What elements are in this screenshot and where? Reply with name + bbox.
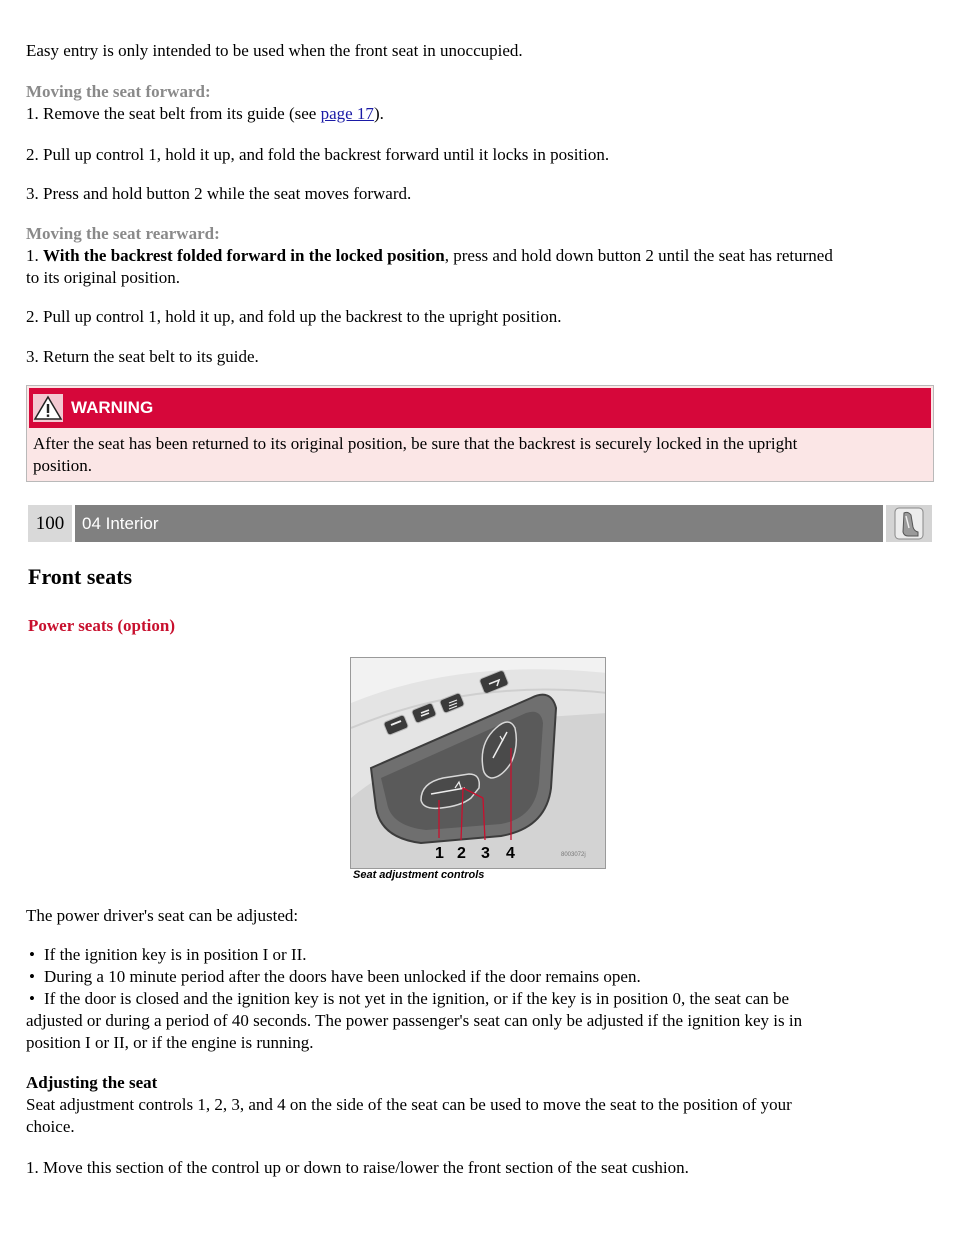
warning-box	[26, 385, 934, 482]
forward-step-2: 2. Pull up control 1, hold it up, and fold the backrest forward until it locks in position.	[26, 145, 610, 164]
figure-code: 8003072j	[561, 852, 586, 858]
adjust-line-1: Seat adjustment controls 1, 2, 3, and 4 on the side of the seat can be used to move the seat to the position of your	[26, 1095, 792, 1114]
list-item: • During a 10 minute period after the doors have been unlocked if the door remains open.	[26, 966, 926, 988]
forward-step-3: 3. Press and hold button 2 while the seat moves forward.	[26, 184, 412, 203]
figure-caption: Seat adjustment controls	[353, 869, 485, 881]
rearward-step-1-bold: With the backrest folded forward in the locked position	[43, 246, 445, 265]
warning-title: WARNING	[71, 398, 154, 417]
bullet-3-line-3: position I or II, or if the engine is running.	[26, 1033, 314, 1052]
forward-step-1	[26, 103, 384, 125]
forward-heading: Moving the seat forward:	[26, 82, 211, 101]
warning-line-2: position.	[33, 456, 93, 475]
bullet-3-line-2: adjusted or during a period of 40 seconds. The power passenger's seat can only be adjusted if the ignition key is in	[26, 1011, 803, 1030]
figure-label-3: 3	[481, 845, 490, 862]
rearward-step-1-num: 1.	[26, 246, 43, 265]
page-number: 100	[28, 505, 72, 542]
conditions-list	[26, 944, 926, 1010]
adjust-step-1: 1. Move this section of the control up or down to raise/lower the front section of the seat cushion.	[26, 1158, 689, 1177]
page-17-link[interactable]: page 17	[320, 104, 374, 123]
section-title: Front seats	[28, 564, 133, 589]
adjust-line-2: choice.	[26, 1117, 75, 1136]
body-intro: The power driver's seat can be adjusted:	[26, 906, 299, 925]
warning-text	[33, 433, 923, 477]
forward-step-1-end: ).	[373, 104, 384, 123]
rearward-heading: Moving the seat rearward:	[26, 224, 220, 243]
warning-triangle-icon	[33, 394, 63, 422]
seat-controls-figure	[350, 657, 606, 869]
figure-label-4: 4	[506, 845, 515, 862]
forward-step-1-text: 1. Remove the seat belt from its guide (see	[26, 104, 321, 123]
rearward-step-1	[26, 245, 936, 267]
seat-icon	[886, 505, 932, 542]
rearward-step-3: 3. Return the seat belt to its guide.	[26, 347, 259, 366]
figure-label-1: 1	[435, 845, 444, 862]
list-item: • If the door is closed and the ignition key is not yet in the ignition, or if the key is in position 0, the seat can be	[26, 988, 926, 1010]
warning-header	[29, 388, 931, 428]
rearward-step-1-line2: to its original position.	[26, 268, 180, 287]
figure-label-2: 2	[457, 845, 466, 862]
list-item: • If the ignition key is in position I or II.	[26, 944, 926, 966]
page-footer-bar	[26, 503, 934, 544]
easy-entry-note: Easy entry is only intended to be used when the front seat in unoccupied.	[26, 41, 523, 60]
rearward-step-2: 2. Pull up control 1, hold it up, and fold up the backrest to the upright position.	[26, 307, 562, 326]
warning-line-1: After the seat has been returned to its original position, be sure that the backrest is securely locked in the upright	[33, 434, 798, 453]
seat-controls-illustration	[351, 658, 606, 869]
chapter-title: 04 Interior	[75, 505, 883, 542]
section-subtitle: Power seats (option)	[28, 616, 175, 635]
adjust-heading: Adjusting the seat	[26, 1073, 158, 1092]
rearward-step-1-rest: , press and hold down button 2 until the seat has returned	[444, 246, 833, 265]
